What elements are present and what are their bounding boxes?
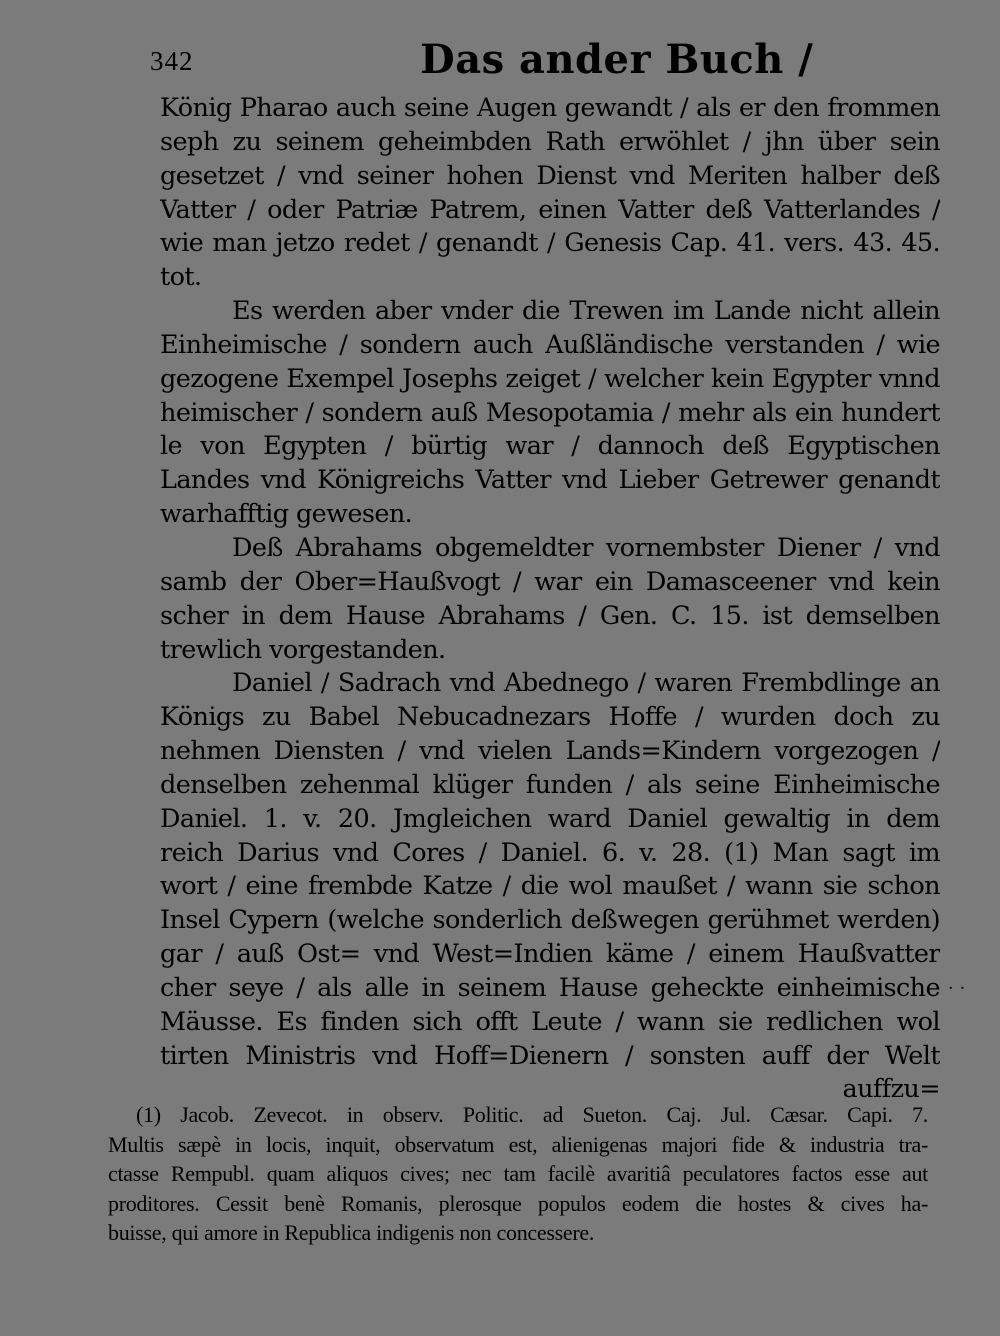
page-number: 342 bbox=[150, 46, 194, 76]
text-line: seph zu seinem geheimbden Rath erwöhlet / jhn über sein bbox=[160, 126, 940, 157]
text-line: Landes vnd Königreichs Vatter vnd Lieber Getrewer genandt bbox=[160, 465, 940, 496]
text-line: Königs zu Babel Nebucadnezars Hoffe / wurden doch zu bbox=[160, 702, 940, 733]
text-line: Daniel / Sadrach vnd Abednego / waren Frembdlinge an bbox=[232, 668, 940, 699]
text-line: heimischer / sondern auß Mesopotamia / mehr als ein hundert bbox=[160, 397, 940, 428]
text-line: Vatter / oder Patriæ Patrem, einen Vatter deß Vatterlandes / bbox=[160, 194, 940, 225]
text-line: cher seye / als alle in seinem Hause geheckte einheimische bbox=[160, 972, 940, 1003]
text-line: tot. bbox=[160, 262, 202, 293]
footnote-line: proditores. Cessit benè Romanis, plerosque populos eodem die hostes & cives ha- bbox=[108, 1190, 928, 1216]
ink-speck-marks: · · bbox=[948, 978, 966, 999]
text-line: gar / auß Ost= vnd West=Indien käme / einem Haußvatter bbox=[160, 939, 940, 970]
text-line: warhafftig gewesen. bbox=[160, 499, 413, 530]
catchword: auffzu= bbox=[842, 1074, 940, 1105]
text-line: reich Darius vnd Cores / Daniel. 6. v. 28. (1) Man sagt im bbox=[160, 837, 940, 868]
footnote-line: Multis sæpè in locis, inquit, observatum est, alienigenas majori fide & industria tra- bbox=[108, 1131, 928, 1157]
footnote-line: ctasse Rempubl. quam aliquos cives; nec tam facilè avaritiâ peculatores factos esse aut bbox=[108, 1161, 928, 1187]
text-line: gesetzet / vnd seiner hohen Dienst vnd Meriten halber deß bbox=[160, 160, 940, 191]
footnote-line: buisse, qui amore in Republica indigenis non concessere. bbox=[108, 1220, 595, 1246]
text-line: wort / eine frembde Katze / die wol maußet / wann sie schon bbox=[160, 871, 940, 902]
text-line: König Pharao auch seine Augen gewandt / als er den frommen bbox=[160, 93, 940, 123]
text-line: denselben zehenmal klüger funden / als seine Einheimische bbox=[160, 769, 940, 800]
text-line: Es werden aber vnder die Trewen im Lande nicht allein bbox=[232, 296, 940, 327]
text-line: nehmen Diensten / vnd vielen Lands=Kindern vorgezogen / bbox=[160, 736, 940, 767]
text-line: Einheimische / sondern auch Außländische verstanden / wie bbox=[160, 329, 940, 360]
text-line: wie man jetzo redet / genandt / Genesis Cap. 41. vers. 43. 45. bbox=[160, 228, 940, 259]
text-line: Deß Abrahams obgemeldter vornembster Diener / vnd bbox=[232, 532, 940, 563]
text-line: scher in dem Hause Abrahams / Gen. C. 15. ist demselben bbox=[160, 600, 940, 631]
text-line: le von Egypten / bürtig war / dannoch deß Egyptischen bbox=[160, 431, 940, 462]
main-text-block bbox=[160, 92, 940, 1107]
footnote-line: (1) Jacob. Zevecot. in observ. Politic. ad Sueton. Caj. Jul. Cæsar. Capi. 7. bbox=[136, 1102, 928, 1127]
text-line: trewlich vorgestanden. bbox=[160, 634, 446, 665]
text-line: samb der Ober=Haußvogt / war ein Damasceener vnd kein bbox=[160, 566, 940, 597]
text-line: Mäusse. Es finden sich offt Leute / wann sie redlichen wol bbox=[160, 1006, 940, 1037]
text-line: Daniel. 1. v. 20. Jmgleichen ward Daniel gewaltig in dem bbox=[160, 803, 940, 834]
text-line: Insel Cypern (welche sonderlich deßwegen gerühmet werden) bbox=[160, 905, 940, 936]
footnote-block bbox=[108, 1100, 928, 1248]
text-line: gezogene Exempel Josephs zeiget / welcher kein Egypter vnnd bbox=[160, 363, 940, 394]
text-line: tirten Ministris vnd Hoff=Dienern / sonsten auff der Welt bbox=[160, 1040, 940, 1071]
running-title: Das ander Buch / bbox=[420, 36, 814, 83]
